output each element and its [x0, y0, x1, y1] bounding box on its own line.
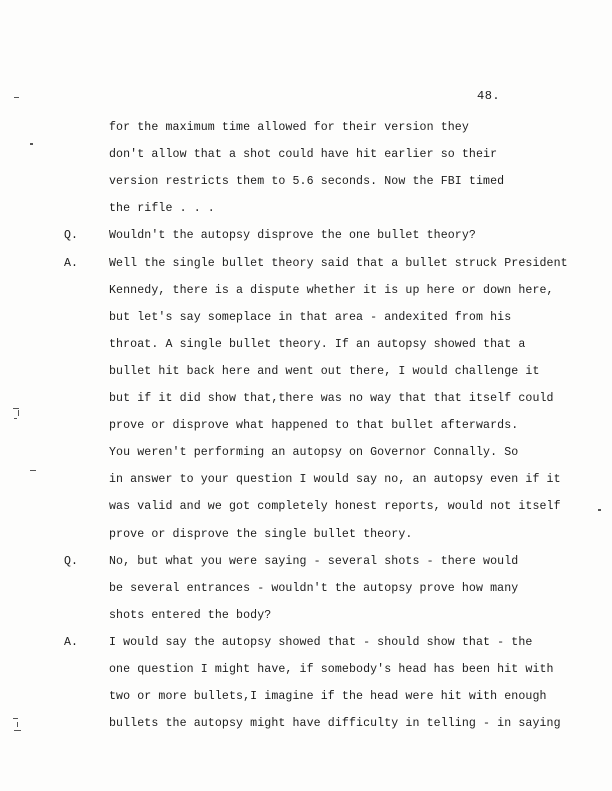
transcript-line: No, but what you were saying - several shots - there would [109, 555, 519, 568]
speaker-label: A. [64, 636, 78, 649]
transcript-line: throat. A single bullet theory. If an autopsy showed that a [109, 338, 526, 351]
margin-speck [14, 418, 17, 419]
transcript-line: Kennedy, there is a dispute whether it is up here or down here, [109, 284, 554, 297]
speaker-label: Q. [64, 555, 78, 568]
transcript-line: the rifle . . . [109, 202, 215, 215]
transcript-line: You weren't performing an autopsy on Governor Connally. So [109, 446, 519, 459]
transcript-line: bullet hit back here and went out there, I would challenge it [109, 365, 540, 378]
transcript-line: Wouldn't the autopsy disprove the one bullet theory? [109, 229, 476, 242]
transcript-line: prove or disprove the single bullet theory. [109, 528, 413, 541]
margin-speck [30, 143, 33, 145]
transcript-line: don't allow that a shot could have hit earlier so their [109, 148, 498, 161]
transcript-line: shots entered the body? [109, 609, 272, 622]
transcript-line: but let's say someplace in that area - andexited from his [109, 311, 512, 324]
margin-speck [30, 470, 36, 471]
transcript-line: I would say the autopsy showed that - should show that - the [109, 636, 533, 649]
margin-speck [13, 718, 18, 719]
margin-speck [598, 509, 601, 511]
transcript-line: for the maximum time allowed for their version they [109, 121, 469, 134]
transcript-line: two or more bullets,I imagine if the head were hit with enough [109, 690, 547, 703]
transcript-line: prove or disprove what happened to that bullet afterwards. [109, 419, 519, 432]
transcript-line: but if it did show that,there was no way that that itself could [109, 392, 554, 405]
transcript-line: bullets the autopsy might have difficulty in telling - in saying [109, 717, 561, 730]
margin-speck [17, 722, 18, 727]
transcript-line: version restricts them to 5.6 seconds. Now the FBI timed [109, 175, 505, 188]
margin-speck [13, 408, 19, 409]
speaker-label: Q. [64, 229, 78, 242]
transcript-line: one question I might have, if somebody's head has been hit with [109, 663, 554, 676]
margin-speck [14, 97, 19, 98]
margin-speck [18, 410, 19, 416]
transcript-line: was valid and we got completely honest reports, would not itself [109, 500, 561, 513]
transcript-line: in answer to your question I would say no, an autopsy even if it [109, 473, 561, 486]
transcript-line: be several entrances - wouldn't the autopsy prove how many [109, 582, 519, 595]
transcript-line: Well the single bullet theory said that a bullet struck President [109, 257, 568, 270]
margin-speck [14, 730, 21, 731]
speaker-label: A. [64, 257, 78, 270]
page-number: 48. [477, 89, 501, 103]
